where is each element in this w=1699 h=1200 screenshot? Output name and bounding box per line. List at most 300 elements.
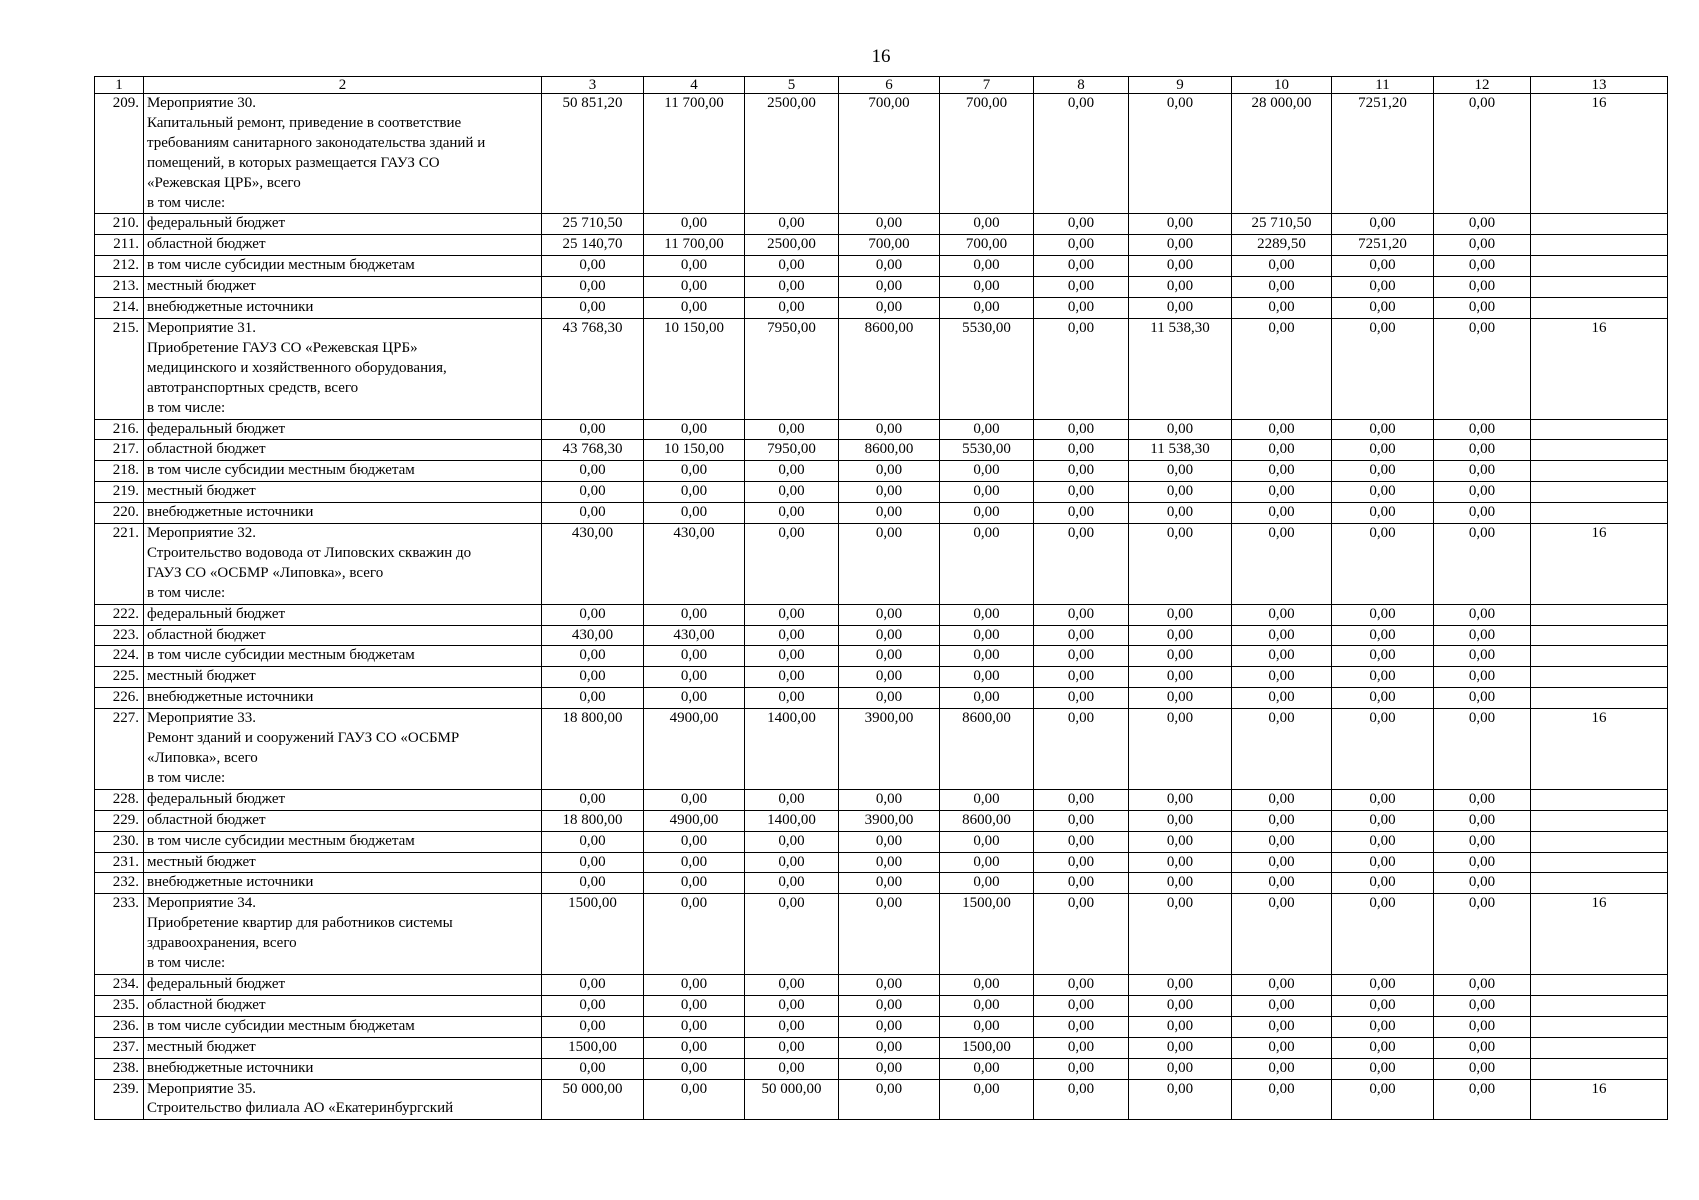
description-line: в том числе: <box>147 584 226 601</box>
value-cell-col-10: 0,00 <box>1232 1058 1332 1079</box>
value-cell-col-3: 0,00 <box>542 852 644 873</box>
value-cell-col-8: 0,00 <box>1034 625 1129 646</box>
value-cell-col-5: 0,00 <box>745 1058 839 1079</box>
description-line: областной бюджет <box>147 626 266 643</box>
column-header-4: 4 <box>644 77 745 94</box>
row-number: 226. <box>95 688 144 709</box>
value-cell-col-12: 0,00 <box>1434 852 1531 873</box>
value-cell-col-4: 10 150,00 <box>644 318 745 419</box>
target-indicator-cell <box>1531 1058 1668 1079</box>
description-line: Капитальный ремонт, приведение в соответствие <box>147 114 462 131</box>
value-cell-col-4: 0,00 <box>644 1079 745 1120</box>
description-line: местный бюджет <box>147 853 256 870</box>
value-cell-col-6: 8600,00 <box>839 440 940 461</box>
value-cell-col-8: 0,00 <box>1034 524 1129 605</box>
value-cell-col-7: 0,00 <box>940 604 1034 625</box>
value-cell-col-11: 0,00 <box>1332 277 1434 298</box>
description-line: в том числе субсидии местным бюджетам <box>147 647 415 664</box>
value-cell-col-10: 0,00 <box>1232 873 1332 894</box>
value-cell-col-11: 0,00 <box>1332 789 1434 810</box>
row-number: 210. <box>95 214 144 235</box>
value-cell-col-11: 0,00 <box>1332 604 1434 625</box>
column-header-1: 1 <box>95 77 144 94</box>
row-number: 222. <box>95 604 144 625</box>
value-cell-col-11: 0,00 <box>1332 894 1434 975</box>
table-row <box>95 688 1668 709</box>
table-row <box>95 894 1668 975</box>
value-cell-col-9: 0,00 <box>1129 1016 1232 1037</box>
value-cell-col-12: 0,00 <box>1434 214 1531 235</box>
value-cell-col-7: 0,00 <box>940 461 1034 482</box>
value-cell-col-10: 0,00 <box>1232 503 1332 524</box>
target-indicator-cell <box>1531 256 1668 277</box>
value-cell-col-9: 0,00 <box>1129 503 1232 524</box>
value-cell-col-9: 0,00 <box>1129 789 1232 810</box>
target-indicator-cell <box>1531 789 1668 810</box>
value-cell-col-6: 0,00 <box>839 604 940 625</box>
table-row <box>95 482 1668 503</box>
value-cell-col-7: 8600,00 <box>940 810 1034 831</box>
value-cell-col-3: 0,00 <box>542 277 644 298</box>
value-cell-col-7: 5530,00 <box>940 440 1034 461</box>
value-cell-col-8: 0,00 <box>1034 974 1129 995</box>
table-row <box>95 873 1668 894</box>
row-number: 232. <box>95 873 144 894</box>
value-cell-col-6: 0,00 <box>839 461 940 482</box>
description-line: областной бюджет <box>147 236 266 253</box>
value-cell-col-6: 0,00 <box>839 974 940 995</box>
row-number: 239. <box>95 1079 144 1120</box>
value-cell-col-12: 0,00 <box>1434 235 1531 256</box>
value-cell-col-5: 2500,00 <box>745 235 839 256</box>
target-indicator-cell <box>1531 277 1668 298</box>
value-cell-col-8: 0,00 <box>1034 214 1129 235</box>
column-header-12: 12 <box>1434 77 1531 94</box>
table-row <box>95 1016 1668 1037</box>
value-cell-col-10: 0,00 <box>1232 852 1332 873</box>
value-cell-col-3: 0,00 <box>542 974 644 995</box>
value-cell-col-8: 0,00 <box>1034 94 1129 214</box>
value-cell-col-4: 10 150,00 <box>644 440 745 461</box>
table-row <box>95 419 1668 440</box>
value-cell-col-4: 0,00 <box>644 461 745 482</box>
value-cell-col-10: 0,00 <box>1232 256 1332 277</box>
target-indicator-cell <box>1531 482 1668 503</box>
value-cell-col-7: 0,00 <box>940 1058 1034 1079</box>
description-line: в том числе субсидии местным бюджетам <box>147 462 415 479</box>
value-cell-col-5: 0,00 <box>745 298 839 319</box>
value-cell-col-8: 0,00 <box>1034 440 1129 461</box>
value-cell-col-9: 0,00 <box>1129 852 1232 873</box>
value-cell-col-3: 18 800,00 <box>542 709 644 790</box>
value-cell-col-10: 0,00 <box>1232 789 1332 810</box>
value-cell-col-11: 0,00 <box>1332 709 1434 790</box>
row-number: 216. <box>95 419 144 440</box>
value-cell-col-12: 0,00 <box>1434 709 1531 790</box>
value-cell-col-3: 430,00 <box>542 625 644 646</box>
row-description <box>144 277 542 298</box>
value-cell-col-9: 0,00 <box>1129 667 1232 688</box>
table-row <box>95 440 1668 461</box>
value-cell-col-9: 0,00 <box>1129 974 1232 995</box>
target-indicator-cell: 16 <box>1531 94 1668 214</box>
value-cell-col-12: 0,00 <box>1434 810 1531 831</box>
value-cell-col-6: 0,00 <box>839 625 940 646</box>
target-indicator-cell <box>1531 440 1668 461</box>
value-cell-col-7: 0,00 <box>940 974 1034 995</box>
table-row <box>95 625 1668 646</box>
row-description <box>144 1058 542 1079</box>
value-cell-col-11: 0,00 <box>1332 995 1434 1016</box>
row-description <box>144 318 542 419</box>
row-description <box>144 1037 542 1058</box>
value-cell-col-12: 0,00 <box>1434 646 1531 667</box>
value-cell-col-5: 0,00 <box>745 873 839 894</box>
table-row <box>95 1058 1668 1079</box>
value-cell-col-8: 0,00 <box>1034 810 1129 831</box>
value-cell-col-9: 0,00 <box>1129 235 1232 256</box>
value-cell-col-5: 0,00 <box>745 461 839 482</box>
row-description <box>144 974 542 995</box>
value-cell-col-6: 0,00 <box>839 298 940 319</box>
value-cell-col-9: 0,00 <box>1129 256 1232 277</box>
value-cell-col-11: 0,00 <box>1332 318 1434 419</box>
value-cell-col-10: 0,00 <box>1232 277 1332 298</box>
value-cell-col-7: 0,00 <box>940 646 1034 667</box>
table-row <box>95 604 1668 625</box>
value-cell-col-9: 0,00 <box>1129 524 1232 605</box>
value-cell-col-9: 0,00 <box>1129 298 1232 319</box>
table-row <box>95 461 1668 482</box>
table-row <box>95 524 1668 605</box>
value-cell-col-5: 0,00 <box>745 604 839 625</box>
description-line: местный бюджет <box>147 483 256 500</box>
value-cell-col-9: 0,00 <box>1129 810 1232 831</box>
value-cell-col-8: 0,00 <box>1034 995 1129 1016</box>
value-cell-col-5: 50 000,00 <box>745 1079 839 1120</box>
value-cell-col-12: 0,00 <box>1434 789 1531 810</box>
value-cell-col-7: 1500,00 <box>940 894 1034 975</box>
value-cell-col-10: 0,00 <box>1232 440 1332 461</box>
value-cell-col-12: 0,00 <box>1434 277 1531 298</box>
value-cell-col-11: 0,00 <box>1332 440 1434 461</box>
value-cell-col-8: 0,00 <box>1034 503 1129 524</box>
value-cell-col-9: 0,00 <box>1129 419 1232 440</box>
value-cell-col-11: 0,00 <box>1332 646 1434 667</box>
table-row <box>95 810 1668 831</box>
value-cell-col-9: 0,00 <box>1129 214 1232 235</box>
value-cell-col-8: 0,00 <box>1034 419 1129 440</box>
value-cell-col-11: 0,00 <box>1332 256 1434 277</box>
value-cell-col-8: 0,00 <box>1034 831 1129 852</box>
value-cell-col-5: 0,00 <box>745 482 839 503</box>
value-cell-col-10: 0,00 <box>1232 461 1332 482</box>
value-cell-col-9: 0,00 <box>1129 995 1232 1016</box>
target-indicator-cell <box>1531 831 1668 852</box>
description-line: Мероприятие 32. <box>147 525 256 542</box>
description-line: «Режевская ЦРБ», всего <box>147 174 301 191</box>
value-cell-col-8: 0,00 <box>1034 318 1129 419</box>
value-cell-col-7: 0,00 <box>940 789 1034 810</box>
value-cell-col-6: 0,00 <box>839 482 940 503</box>
column-header-9: 9 <box>1129 77 1232 94</box>
value-cell-col-12: 0,00 <box>1434 1037 1531 1058</box>
table-row <box>95 256 1668 277</box>
value-cell-col-11: 0,00 <box>1332 852 1434 873</box>
value-cell-col-6: 0,00 <box>839 894 940 975</box>
table-row <box>95 503 1668 524</box>
row-description <box>144 440 542 461</box>
description-line: Мероприятие 34. <box>147 895 256 912</box>
value-cell-col-12: 0,00 <box>1434 318 1531 419</box>
value-cell-col-5: 1400,00 <box>745 709 839 790</box>
column-header-8: 8 <box>1034 77 1129 94</box>
value-cell-col-4: 0,00 <box>644 298 745 319</box>
description-line: областной бюджет <box>147 811 266 828</box>
page-number: 16 <box>871 46 891 67</box>
row-description <box>144 256 542 277</box>
value-cell-col-6: 0,00 <box>839 688 940 709</box>
target-indicator-cell <box>1531 1016 1668 1037</box>
column-header-5: 5 <box>745 77 839 94</box>
value-cell-col-3: 25 140,70 <box>542 235 644 256</box>
value-cell-col-4: 0,00 <box>644 852 745 873</box>
value-cell-col-7: 0,00 <box>940 524 1034 605</box>
value-cell-col-6: 0,00 <box>839 1037 940 1058</box>
value-cell-col-5: 0,00 <box>745 974 839 995</box>
value-cell-col-11: 7251,20 <box>1332 94 1434 214</box>
row-description <box>144 810 542 831</box>
column-header-row <box>95 77 1668 94</box>
value-cell-col-5: 0,00 <box>745 625 839 646</box>
description-line: в том числе субсидии местным бюджетам <box>147 1017 415 1034</box>
target-indicator-cell <box>1531 461 1668 482</box>
value-cell-col-5: 0,00 <box>745 1016 839 1037</box>
value-cell-col-10: 0,00 <box>1232 709 1332 790</box>
value-cell-col-5: 7950,00 <box>745 318 839 419</box>
value-cell-col-9: 0,00 <box>1129 831 1232 852</box>
description-line: «Липовка», всего <box>147 750 258 766</box>
value-cell-col-10: 0,00 <box>1232 625 1332 646</box>
value-cell-col-7: 1500,00 <box>940 1037 1034 1058</box>
value-cell-col-5: 0,00 <box>745 277 839 298</box>
target-indicator-cell <box>1531 214 1668 235</box>
value-cell-col-11: 0,00 <box>1332 667 1434 688</box>
description-line: Строительство водовода от Липовских скважин до <box>147 544 472 561</box>
value-cell-col-5: 0,00 <box>745 688 839 709</box>
value-cell-col-12: 0,00 <box>1434 1016 1531 1037</box>
target-indicator-cell <box>1531 688 1668 709</box>
row-description <box>144 688 542 709</box>
value-cell-col-8: 0,00 <box>1034 873 1129 894</box>
value-cell-col-5: 0,00 <box>745 646 839 667</box>
value-cell-col-8: 0,00 <box>1034 789 1129 810</box>
description-line: помещений, в которых размещается ГАУЗ СО <box>147 154 440 171</box>
row-number: 212. <box>95 256 144 277</box>
table-row <box>95 974 1668 995</box>
target-indicator-cell <box>1531 810 1668 831</box>
value-cell-col-12: 0,00 <box>1434 419 1531 440</box>
value-cell-col-8: 0,00 <box>1034 1079 1129 1120</box>
value-cell-col-9: 0,00 <box>1129 277 1232 298</box>
row-description <box>144 789 542 810</box>
value-cell-col-3: 25 710,50 <box>542 214 644 235</box>
row-description <box>144 625 542 646</box>
value-cell-col-3: 0,00 <box>542 461 644 482</box>
value-cell-col-11: 0,00 <box>1332 419 1434 440</box>
value-cell-col-7: 0,00 <box>940 503 1034 524</box>
value-cell-col-11: 0,00 <box>1332 503 1434 524</box>
value-cell-col-6: 0,00 <box>839 789 940 810</box>
value-cell-col-4: 11 700,00 <box>644 94 745 214</box>
value-cell-col-9: 0,00 <box>1129 625 1232 646</box>
value-cell-col-10: 0,00 <box>1232 974 1332 995</box>
value-cell-col-4: 430,00 <box>644 625 745 646</box>
row-description <box>144 419 542 440</box>
value-cell-col-9: 11 538,30 <box>1129 440 1232 461</box>
row-number: 237. <box>95 1037 144 1058</box>
description-line: внебюджетные источники <box>147 299 314 316</box>
value-cell-col-12: 0,00 <box>1434 298 1531 319</box>
value-cell-col-3: 0,00 <box>542 482 644 503</box>
value-cell-col-7: 8600,00 <box>940 709 1034 790</box>
value-cell-col-6: 0,00 <box>839 646 940 667</box>
value-cell-col-4: 0,00 <box>644 873 745 894</box>
value-cell-col-3: 0,00 <box>542 604 644 625</box>
value-cell-col-5: 0,00 <box>745 524 839 605</box>
value-cell-col-7: 0,00 <box>940 214 1034 235</box>
value-cell-col-8: 0,00 <box>1034 1037 1129 1058</box>
value-cell-col-11: 0,00 <box>1332 810 1434 831</box>
row-number: 229. <box>95 810 144 831</box>
description-line: ГАУЗ СО «ОСБМР «Липовка», всего <box>147 564 384 581</box>
value-cell-col-5: 0,00 <box>745 214 839 235</box>
description-line: Мероприятие 33. <box>147 710 256 727</box>
value-cell-col-8: 0,00 <box>1034 256 1129 277</box>
row-description <box>144 646 542 667</box>
value-cell-col-10: 0,00 <box>1232 1037 1332 1058</box>
table-row <box>95 789 1668 810</box>
value-cell-col-7: 0,00 <box>940 688 1034 709</box>
value-cell-col-4: 0,00 <box>644 974 745 995</box>
value-cell-col-6: 3900,00 <box>839 709 940 790</box>
row-description <box>144 1016 542 1037</box>
description-line: автотранспортных средств, всего <box>147 379 359 396</box>
value-cell-col-10: 0,00 <box>1232 1079 1332 1120</box>
value-cell-col-4: 0,00 <box>644 604 745 625</box>
value-cell-col-8: 0,00 <box>1034 667 1129 688</box>
table-row <box>95 235 1668 256</box>
value-cell-col-3: 0,00 <box>542 667 644 688</box>
row-number: 223. <box>95 625 144 646</box>
row-number: 225. <box>95 667 144 688</box>
value-cell-col-3: 0,00 <box>542 688 644 709</box>
value-cell-col-6: 0,00 <box>839 1016 940 1037</box>
description-line: федеральный бюджет <box>147 790 286 807</box>
description-line: требованиям санитарного законодательства зданий и <box>147 134 486 151</box>
row-number: 213. <box>95 277 144 298</box>
target-indicator-cell: 16 <box>1531 1079 1668 1120</box>
value-cell-col-5: 7950,00 <box>745 440 839 461</box>
row-description <box>144 873 542 894</box>
value-cell-col-10: 28 000,00 <box>1232 94 1332 214</box>
row-description <box>144 831 542 852</box>
value-cell-col-10: 0,00 <box>1232 894 1332 975</box>
value-cell-col-3: 0,00 <box>542 873 644 894</box>
value-cell-col-7: 0,00 <box>940 625 1034 646</box>
value-cell-col-11: 0,00 <box>1332 1037 1434 1058</box>
value-cell-col-4: 0,00 <box>644 214 745 235</box>
value-cell-col-3: 0,00 <box>542 1016 644 1037</box>
value-cell-col-6: 0,00 <box>839 256 940 277</box>
row-number: 221. <box>95 524 144 605</box>
description-line: федеральный бюджет <box>147 975 286 992</box>
value-cell-col-3: 430,00 <box>542 524 644 605</box>
value-cell-col-8: 0,00 <box>1034 298 1129 319</box>
value-cell-col-9: 0,00 <box>1129 1079 1232 1120</box>
value-cell-col-10: 0,00 <box>1232 646 1332 667</box>
value-cell-col-4: 0,00 <box>644 503 745 524</box>
value-cell-col-12: 0,00 <box>1434 604 1531 625</box>
row-number: 214. <box>95 298 144 319</box>
description-line: Ремонт зданий и сооружений ГАУЗ СО «ОСБМР <box>147 730 460 747</box>
description-line: Мероприятие 31. <box>147 319 256 336</box>
value-cell-col-4: 0,00 <box>644 419 745 440</box>
row-number: 235. <box>95 995 144 1016</box>
value-cell-col-11: 0,00 <box>1332 1016 1434 1037</box>
value-cell-col-7: 0,00 <box>940 667 1034 688</box>
value-cell-col-7: 0,00 <box>940 1016 1034 1037</box>
value-cell-col-4: 0,00 <box>644 277 745 298</box>
value-cell-col-4: 0,00 <box>644 789 745 810</box>
target-indicator-cell: 16 <box>1531 894 1668 975</box>
value-cell-col-8: 0,00 <box>1034 482 1129 503</box>
value-cell-col-3: 1500,00 <box>542 1037 644 1058</box>
value-cell-col-7: 0,00 <box>940 852 1034 873</box>
value-cell-col-7: 700,00 <box>940 235 1034 256</box>
row-description <box>144 482 542 503</box>
value-cell-col-7: 0,00 <box>940 298 1034 319</box>
value-cell-col-3: 0,00 <box>542 789 644 810</box>
target-indicator-cell <box>1531 1037 1668 1058</box>
value-cell-col-6: 0,00 <box>839 214 940 235</box>
value-cell-col-6: 0,00 <box>839 831 940 852</box>
value-cell-col-12: 0,00 <box>1434 440 1531 461</box>
value-cell-col-7: 0,00 <box>940 995 1034 1016</box>
target-indicator-cell <box>1531 625 1668 646</box>
value-cell-col-8: 0,00 <box>1034 1016 1129 1037</box>
value-cell-col-10: 25 710,50 <box>1232 214 1332 235</box>
value-cell-col-3: 43 768,30 <box>542 318 644 419</box>
value-cell-col-11: 0,00 <box>1332 873 1434 894</box>
row-number: 209. <box>95 94 144 214</box>
value-cell-col-4: 0,00 <box>644 831 745 852</box>
value-cell-col-11: 7251,20 <box>1332 235 1434 256</box>
row-description <box>144 995 542 1016</box>
value-cell-col-7: 700,00 <box>940 94 1034 214</box>
value-cell-col-6: 700,00 <box>839 235 940 256</box>
target-indicator-cell: 16 <box>1531 709 1668 790</box>
value-cell-col-10: 0,00 <box>1232 482 1332 503</box>
value-cell-col-12: 0,00 <box>1434 94 1531 214</box>
value-cell-col-5: 0,00 <box>745 894 839 975</box>
description-line: местный бюджет <box>147 668 256 685</box>
value-cell-col-12: 0,00 <box>1434 524 1531 605</box>
value-cell-col-5: 0,00 <box>745 831 839 852</box>
row-number: 238. <box>95 1058 144 1079</box>
value-cell-col-10: 0,00 <box>1232 318 1332 419</box>
value-cell-col-3: 18 800,00 <box>542 810 644 831</box>
